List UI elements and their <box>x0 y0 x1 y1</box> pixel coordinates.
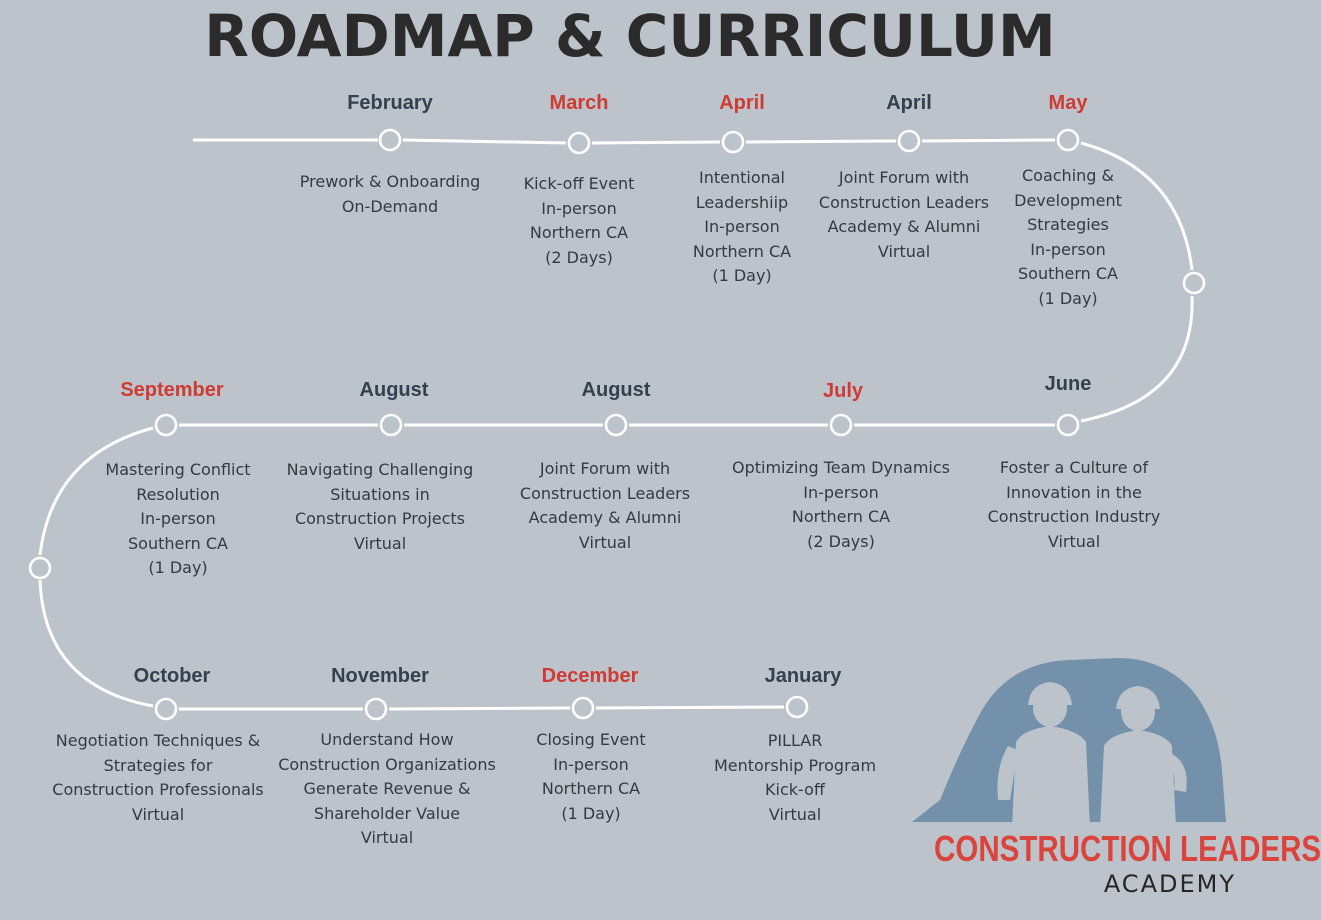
session-detail-line: Prework & Onboarding <box>299 172 481 191</box>
session-detail-line: Resolution <box>136 484 220 504</box>
month-label: March <box>549 92 609 114</box>
session-description <box>954 456 1194 554</box>
session-detail-line: In-person <box>704 217 780 237</box>
session-detail-line: Generate Revenue & <box>303 779 471 799</box>
track-segment <box>746 141 896 142</box>
timeline-node <box>787 697 807 717</box>
month-label: August <box>581 379 651 401</box>
month-label: January <box>764 665 842 687</box>
session-detail-line: Coaching & <box>1021 166 1114 185</box>
session-detail-line: Construction Professionals <box>52 780 264 800</box>
session-detail-line: Joint Forum with <box>838 168 970 187</box>
track-segment <box>403 140 566 143</box>
session-detail-line: (2 Days) <box>545 247 613 267</box>
timeline-node <box>1058 130 1078 150</box>
month-label: February <box>347 92 433 114</box>
session-detail-line: Construction Leaders <box>519 483 691 503</box>
month-label: October <box>133 665 211 687</box>
session-description <box>260 458 500 556</box>
session-detail-line: Construction Organizations <box>278 754 496 774</box>
session-detail-line: Virtual <box>131 804 185 824</box>
track-segment <box>922 140 1055 141</box>
session-detail-line: Southern CA <box>128 533 228 553</box>
page-title: ROADMAP & CURRICULUM <box>204 2 1056 70</box>
timeline-node <box>156 415 176 435</box>
session-detail-line: In-person <box>1030 239 1106 259</box>
session-detail-line: Innovation in the <box>1006 482 1142 502</box>
session-description <box>948 164 1188 312</box>
track-segment <box>596 707 784 708</box>
session-detail-line: (2 Days) <box>807 531 875 551</box>
session-detail-line: In-person <box>541 198 617 218</box>
session-description <box>721 456 961 554</box>
session-detail-line: Southern CA <box>1018 264 1118 284</box>
session-detail-line: Kick-off Event <box>523 174 635 193</box>
session-detail-line: Virtual <box>353 533 407 553</box>
logo-subtitle: ACADEMY <box>1103 870 1236 898</box>
session-detail-line: Optimizing Team Dynamics <box>732 458 950 477</box>
timeline-node <box>381 415 401 435</box>
month-label: November <box>331 665 429 687</box>
session-detail-line: Navigating Challenging <box>286 460 474 479</box>
month-label: September <box>120 379 224 401</box>
session-detail-line: Mentorship Program <box>713 755 877 775</box>
logo-wordmark: CONSTRUCTION LEADERS <box>934 828 1321 869</box>
session-detail-line: Foster a Culture of <box>999 458 1149 477</box>
session-detail-line: Situations in <box>330 484 430 504</box>
timeline-node <box>899 131 919 151</box>
session-detail-line: Construction Industry <box>987 507 1161 527</box>
session-detail-line: Mastering Conflict <box>105 460 251 479</box>
month-label: May <box>1048 92 1088 114</box>
session-detail-line: Northern CA <box>791 507 891 527</box>
session-detail-line: Closing Event <box>536 730 646 749</box>
session-detail-line: Joint Forum with <box>539 459 671 478</box>
session-detail-line: Virtual <box>578 532 632 552</box>
timeline-node <box>573 698 593 718</box>
session-description <box>485 457 725 555</box>
session-detail-line: Development <box>1014 190 1122 210</box>
session-detail-line: Virtual <box>768 804 822 824</box>
session-detail-line: Construction Leaders <box>818 192 990 212</box>
session-detail-line: In-person <box>553 754 629 774</box>
session-detail-line: PILLAR <box>767 731 823 750</box>
session-detail-line: On-Demand <box>341 196 439 216</box>
timeline-node <box>831 415 851 435</box>
session-detail-line: Leadershiip <box>695 192 789 212</box>
session-detail-line: Academy & Alumni <box>528 508 682 528</box>
timeline-node <box>156 699 176 719</box>
session-detail-line: Construction Projects <box>294 509 466 529</box>
timeline-node <box>1058 415 1078 435</box>
month-label: December <box>541 665 639 687</box>
session-detail-line: Virtual <box>877 241 931 261</box>
month-label: April <box>886 92 932 114</box>
session-detail-line: (1 Day) <box>1038 288 1098 308</box>
session-detail-line: Negotiation Techniques & <box>55 731 261 750</box>
session-detail-line: (1 Day) <box>148 558 208 578</box>
session-detail-line: Understand How <box>320 730 454 749</box>
session-description <box>675 729 915 827</box>
timeline-node <box>569 133 589 153</box>
session-detail-line: Academy & Alumni <box>827 217 981 237</box>
month-label: July <box>822 380 864 402</box>
timeline-node <box>366 699 386 719</box>
track-segment <box>389 708 570 709</box>
session-detail-line: (1 Day) <box>561 803 621 823</box>
session-description <box>38 729 278 827</box>
month-label: June <box>1044 373 1092 395</box>
session-detail-line: In-person <box>140 509 216 529</box>
timeline-node <box>723 132 743 152</box>
timeline-turn-node <box>30 558 50 578</box>
session-detail-line: Strategies for <box>103 755 213 775</box>
session-detail-line: Intentional <box>698 168 785 187</box>
session-detail-line: Northern CA <box>529 223 629 243</box>
session-detail-line: Northern CA <box>541 779 641 799</box>
session-detail-line: Shareholder Value <box>313 803 461 823</box>
session-detail-line: Northern CA <box>692 241 792 261</box>
session-detail-line: Virtual <box>360 828 414 848</box>
track-segment <box>592 142 720 143</box>
session-detail-line: Kick-off <box>765 780 825 800</box>
session-detail-line: Virtual <box>1047 531 1101 551</box>
month-label: April <box>719 92 765 114</box>
track-curve <box>1081 296 1192 421</box>
timeline-node <box>380 130 400 150</box>
session-detail-line: In-person <box>803 482 879 502</box>
session-detail-line: (1 Day) <box>712 266 772 286</box>
month-label: August <box>359 379 429 401</box>
timeline-node <box>606 415 626 435</box>
session-detail-line: Strategies <box>1027 215 1109 235</box>
